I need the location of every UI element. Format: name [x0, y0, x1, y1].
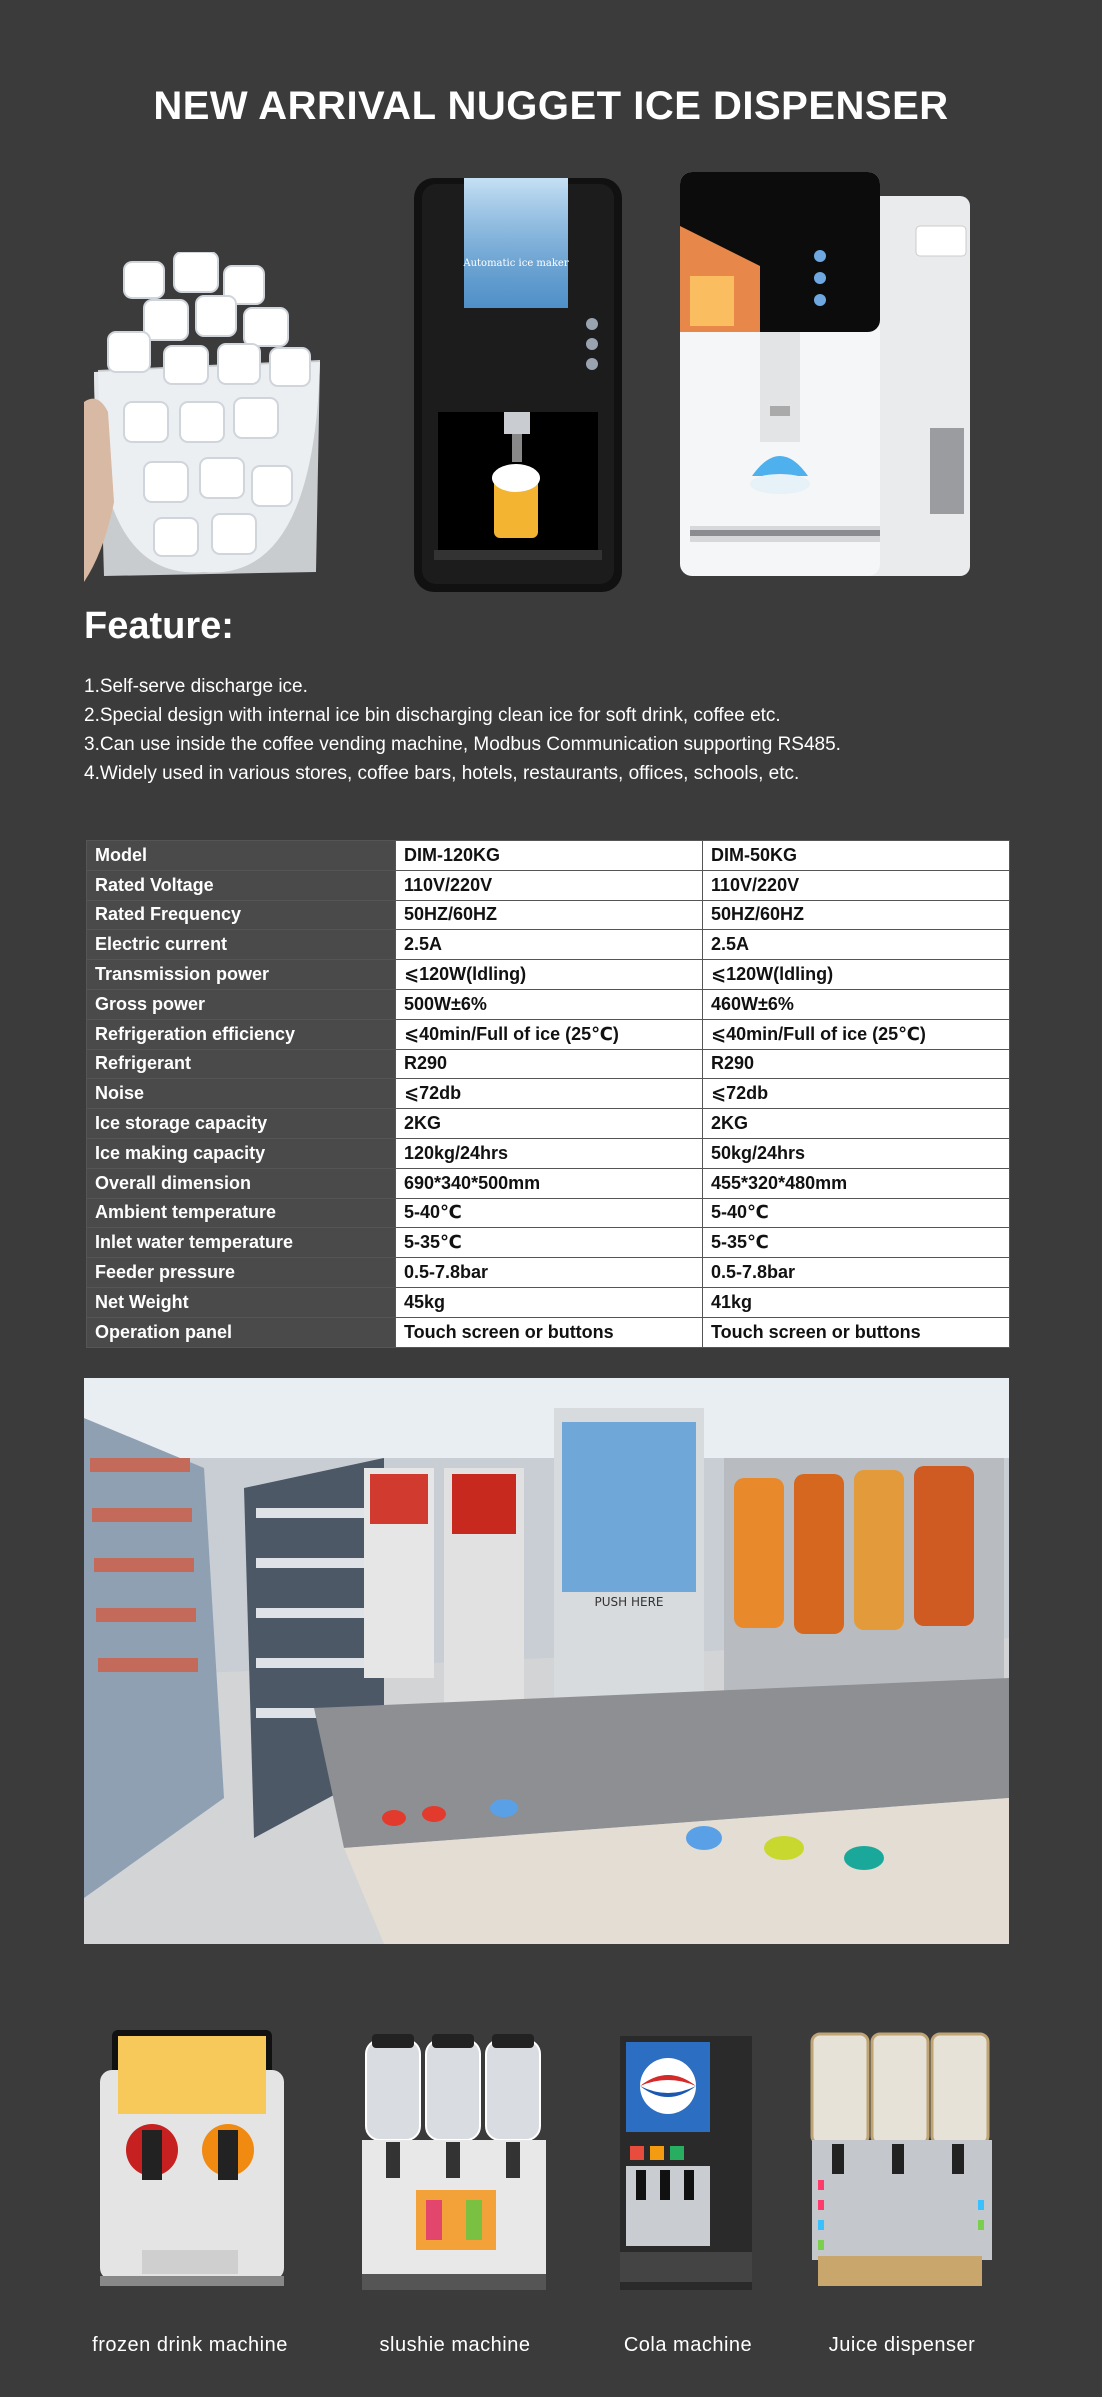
- spec-label: Rated Voltage: [87, 870, 396, 900]
- spec-value-b: 5-40℃: [703, 1198, 1010, 1228]
- spec-value-a: ⩽40min/Full of ice (25℃): [396, 1019, 703, 1049]
- spec-value-a: 120kg/24hrs: [396, 1138, 703, 1168]
- spec-label: Net Weight: [87, 1287, 396, 1317]
- spec-value-b: 455*320*480mm: [703, 1168, 1010, 1198]
- table-row: [87, 1287, 1010, 1317]
- spec-value-a: DIM-120KG: [396, 841, 703, 871]
- cola-machine-image: [606, 2030, 766, 2300]
- slushie-machine-image: [356, 2030, 552, 2300]
- feature-item: 4.Widely used in various stores, coffee bars, hotels, restaurants, offices, schools, etc.: [84, 763, 800, 784]
- spec-value-b: Touch screen or buttons: [703, 1317, 1010, 1347]
- spec-value-a: 50HZ/60HZ: [396, 900, 703, 930]
- spec-label: Feeder pressure: [87, 1258, 396, 1288]
- spec-value-b: ⩽40min/Full of ice (25℃): [703, 1019, 1010, 1049]
- screen-text: Automatic ice maker: [463, 258, 569, 269]
- table-row: [87, 1079, 1010, 1109]
- spec-value-a: 2.5A: [396, 930, 703, 960]
- feature-item: 1.Self-serve discharge ice.: [84, 676, 308, 697]
- feature-item: 3.Can use inside the coffee vending machine, Modbus Communication supporting RS485.: [84, 734, 841, 755]
- spec-label: Operation panel: [87, 1317, 396, 1347]
- spec-label: Ambient temperature: [87, 1198, 396, 1228]
- spec-label: Noise: [87, 1079, 396, 1109]
- spec-value-a: 5-35℃: [396, 1228, 703, 1258]
- store-scene-image: [84, 1378, 1009, 1944]
- spec-value-a: 45kg: [396, 1287, 703, 1317]
- spec-value-a: ⩽120W(ldling): [396, 960, 703, 990]
- juice-dispenser-image: [806, 2030, 996, 2300]
- spec-table: [86, 840, 1010, 1348]
- spec-label: Refrigerant: [87, 1049, 396, 1079]
- spec-label: Ice storage capacity: [87, 1109, 396, 1139]
- spec-label: Rated Frequency: [87, 900, 396, 930]
- table-row: [87, 1168, 1010, 1198]
- spec-value-b: DIM-50KG: [703, 841, 1010, 871]
- spec-label: Overall dimension: [87, 1168, 396, 1198]
- spec-value-b: 41kg: [703, 1287, 1010, 1317]
- spec-value-b: ⩽120W(ldling): [703, 960, 1010, 990]
- spec-value-b: 50kg/24hrs: [703, 1138, 1010, 1168]
- table-row: [87, 1317, 1010, 1347]
- spec-value-a: 2KG: [396, 1109, 703, 1139]
- spec-value-b: 110V/220V: [703, 870, 1010, 900]
- spec-value-a: R290: [396, 1049, 703, 1079]
- spec-label: Gross power: [87, 989, 396, 1019]
- spec-label: Model: [87, 841, 396, 871]
- table-row: [87, 900, 1010, 930]
- product-caption: Juice dispenser: [828, 2334, 976, 2356]
- product-caption: frozen drink machine: [92, 2334, 288, 2356]
- spec-value-b: R290: [703, 1049, 1010, 1079]
- white-ice-machine-image: [680, 166, 976, 592]
- spec-value-a: 500W±6%: [396, 989, 703, 1019]
- product-caption: Cola machine: [623, 2334, 753, 2356]
- table-row: [87, 1228, 1010, 1258]
- frozen-drink-machine-image: [92, 2030, 288, 2300]
- spec-value-b: 0.5-7.8bar: [703, 1258, 1010, 1288]
- table-row: [87, 841, 1010, 871]
- table-row: [87, 1198, 1010, 1228]
- table-row: [87, 1019, 1010, 1049]
- spec-label: Inlet water temperature: [87, 1228, 396, 1258]
- spec-value-a: Touch screen or buttons: [396, 1317, 703, 1347]
- table-row: [87, 1258, 1010, 1288]
- table-row: [87, 930, 1010, 960]
- spec-value-a: 690*340*500mm: [396, 1168, 703, 1198]
- spec-label: Refrigeration efficiency: [87, 1019, 396, 1049]
- spec-value-a: 110V/220V: [396, 870, 703, 900]
- table-row: [87, 870, 1010, 900]
- store-sign: PUSH HERE: [594, 1595, 664, 1609]
- spec-value-b: 5-35℃: [703, 1228, 1010, 1258]
- page-title: NEW ARRIVAL NUGGET ICE DISPENSER: [153, 84, 949, 128]
- table-row: [87, 960, 1010, 990]
- spec-value-b: 2KG: [703, 1109, 1010, 1139]
- spec-value-b: ⩽72db: [703, 1079, 1010, 1109]
- product-caption: slushie machine: [379, 2334, 531, 2356]
- feature-list: [84, 672, 1044, 788]
- spec-value-b: 50HZ/60HZ: [703, 900, 1010, 930]
- table-row: [87, 1049, 1010, 1079]
- spec-value-a: ⩽72db: [396, 1079, 703, 1109]
- feature-item: 2.Special design with internal ice bin discharging clean ice for soft drink, coffee etc.: [84, 705, 781, 726]
- table-row: [87, 1138, 1010, 1168]
- table-row: [87, 1109, 1010, 1139]
- spec-label: Transmission power: [87, 960, 396, 990]
- feature-heading: Feature:: [84, 605, 234, 647]
- spec-label: Ice making capacity: [87, 1138, 396, 1168]
- spec-label: Electric current: [87, 930, 396, 960]
- black-ice-machine-image: [412, 172, 624, 598]
- ice-cup-image: [84, 252, 332, 590]
- spec-value-b: 2.5A: [703, 930, 1010, 960]
- spec-value-b: 460W±6%: [703, 989, 1010, 1019]
- spec-value-a: 5-40℃: [396, 1198, 703, 1228]
- table-row: [87, 989, 1010, 1019]
- spec-value-a: 0.5-7.8bar: [396, 1258, 703, 1288]
